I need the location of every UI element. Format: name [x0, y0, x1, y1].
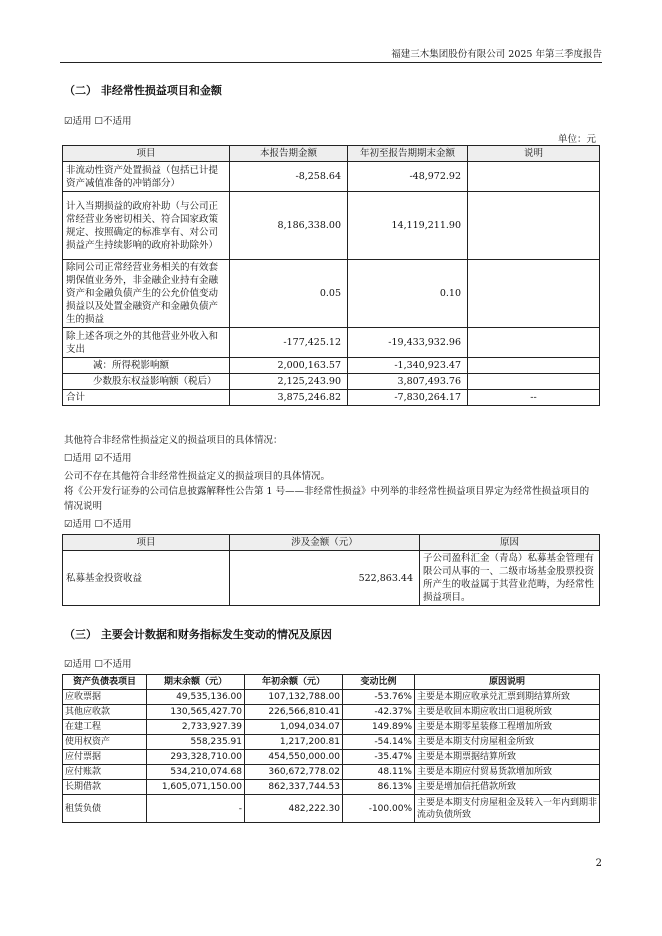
- column-header: 项目: [63, 535, 230, 551]
- column-header: 原因说明: [415, 675, 600, 690]
- table-row: [63, 750, 600, 765]
- table-header-row: [63, 675, 600, 690]
- begin-balance: 862,337,744.53: [245, 780, 343, 795]
- column-header: 原因: [420, 535, 600, 551]
- defined-items-text: 将《公开发行证券的公司信息披露解释性公告第 1 号——非经常性损益》中列举的非经常性损益项目界定为经常性损益项目的情况说明: [64, 486, 590, 512]
- reason: 主要是本期支付房屋租金及转入一年内到期非流动负债所致: [415, 795, 600, 823]
- row-note: [468, 374, 600, 390]
- reason: 主要是本期票据结算所致: [415, 750, 600, 765]
- change-ratio: -53.76%: [343, 690, 415, 705]
- table-row: [63, 780, 600, 795]
- change-ratio: -100.00%: [343, 795, 415, 823]
- begin-balance: 454,550,000.00: [245, 750, 343, 765]
- column-header: 变动比例: [343, 675, 415, 690]
- change-ratio: 149.89%: [343, 720, 415, 735]
- current-period-amount: 2,000,163.57: [230, 358, 348, 374]
- begin-balance: 360,672,778.02: [245, 765, 343, 780]
- current-period-amount: -8,258.64: [230, 162, 348, 192]
- begin-balance: 482,222.30: [245, 795, 343, 823]
- page-number: 2: [595, 858, 602, 869]
- table-row: [63, 260, 600, 328]
- column-header: 本报告期金额: [230, 146, 348, 162]
- current-period-amount: 3,875,246.82: [230, 390, 348, 406]
- other-items-text: 公司不存在其他符合非经常性损益定义的损益项目的具体情况。: [64, 471, 331, 482]
- other-items-note: 其他符合非经常性损益定义的损益项目的具体情况：: [64, 435, 283, 446]
- item: 应收票据: [63, 690, 147, 705]
- amount: 522,863.44: [230, 551, 420, 606]
- row-note: --: [468, 390, 600, 406]
- column-header: 年初余额（元）: [245, 675, 343, 690]
- row-item: 除上述各项之外的其他营业外收入和支出: [63, 328, 230, 358]
- current-period-amount: 8,186,338.00: [230, 192, 348, 260]
- nonrecurring-table: [62, 145, 600, 406]
- table-row: [63, 705, 600, 720]
- end-balance: 293,328,710.00: [147, 750, 245, 765]
- item: 应付账款: [63, 765, 147, 780]
- recurring-defined-table: [62, 534, 600, 606]
- table-row: [63, 795, 600, 823]
- change-ratio: -42.37%: [343, 705, 415, 720]
- row-note: [468, 162, 600, 192]
- reason: 主要是本期应收承兑汇票到期结算所致: [415, 690, 600, 705]
- table-row: [63, 765, 600, 780]
- current-period-amount: 0.05: [230, 260, 348, 328]
- current-period-amount: -177,425.12: [230, 328, 348, 358]
- current-period-amount: 2,125,243.90: [230, 374, 348, 390]
- ytd-amount: 0.10: [348, 260, 468, 328]
- reason: 主要是本期零星装修工程增加所致: [415, 720, 600, 735]
- table-row: [63, 690, 600, 705]
- row-item: 非流动性资产处置损益（包括已计提资产减值准备的冲销部分）: [63, 162, 230, 192]
- other-applicable: ☐适用 ☑不适用: [64, 453, 132, 464]
- reason: 子公司盈科汇金（青岛）私募基金管理有限公司从事的一、二级市场基金股票投资所产生的收益属于其营业范畴，为经常性损益项目。: [420, 551, 600, 606]
- end-balance: 130,565,427.70: [147, 705, 245, 720]
- begin-balance: 226,566,810.41: [245, 705, 343, 720]
- balance-sheet-change-table: [62, 674, 600, 823]
- table-row: [63, 192, 600, 260]
- page-header: 福建三木集团股份有限公司 2025 年第三季度报告: [391, 49, 602, 60]
- column-header: 涉及金额（元）: [230, 535, 420, 551]
- table-header-row: [63, 146, 600, 162]
- table-row: [63, 551, 600, 606]
- reason: 主要是本期应付贸易货款增加所致: [415, 765, 600, 780]
- item: 应付票据: [63, 750, 147, 765]
- column-header: 说明: [468, 146, 600, 162]
- row-note: [468, 260, 600, 328]
- column-header: 期末余额（元）: [147, 675, 245, 690]
- row-item: 少数股东权益影响额（税后）: [63, 374, 230, 390]
- row-note: [468, 192, 600, 260]
- table-row: [63, 358, 600, 374]
- ytd-amount: -1,340,923.47: [348, 358, 468, 374]
- end-balance: 2,733,927.39: [147, 720, 245, 735]
- row-note: [468, 358, 600, 374]
- change-ratio: -35.47%: [343, 750, 415, 765]
- change-ratio: 86.13%: [343, 780, 415, 795]
- begin-balance: 107,132,788.00: [245, 690, 343, 705]
- change-ratio: 48.11%: [343, 765, 415, 780]
- end-balance: 558,235.91: [147, 735, 245, 750]
- item: 其他应收款: [63, 705, 147, 720]
- item: 在建工程: [63, 720, 147, 735]
- row-item: 私募基金投资收益: [63, 551, 230, 606]
- section3-applicable: ☑适用 ☐不适用: [64, 659, 132, 670]
- reason: 主要是本期支付房屋租金所致: [415, 735, 600, 750]
- end-balance: 49,535,136.00: [147, 690, 245, 705]
- section2-heading: （二） 非经常性损益项目和金额: [64, 84, 222, 97]
- row-note: [468, 328, 600, 358]
- table-row: [63, 735, 600, 750]
- row-item: 合计: [63, 390, 230, 406]
- begin-balance: 1,217,200.81: [245, 735, 343, 750]
- section2-applicable: ☑适用 ☐不适用: [64, 116, 132, 127]
- reason: 主要是增加信托借款所致: [415, 780, 600, 795]
- table-row: [63, 374, 600, 390]
- unit-label: 单位：元: [557, 134, 596, 145]
- ytd-amount: -7,830,264.17: [348, 390, 468, 406]
- section3-heading: （三） 主要会计数据和财务指标发生变动的情况及原因: [64, 628, 332, 641]
- reason: 主要是收回本期应收出口退税所致: [415, 705, 600, 720]
- defined-applicable: ☑适用 ☐不适用: [64, 519, 132, 530]
- column-header: 项目: [63, 146, 230, 162]
- ytd-amount: -19,433,932.96: [348, 328, 468, 358]
- table-row: [63, 720, 600, 735]
- column-header: 资产负债表项目: [63, 675, 147, 690]
- item: 租赁负债: [63, 795, 147, 823]
- ytd-amount: 14,119,211.90: [348, 192, 468, 260]
- change-ratio: -54.14%: [343, 735, 415, 750]
- ytd-amount: 3,807,493.76: [348, 374, 468, 390]
- table-row: [63, 328, 600, 358]
- row-item: 计入当期损益的政府补助（与公司正常经营业务密切相关、符合国家政策规定、按照确定的标准享有、对公司损益产生持续影响的政府补助除外）: [63, 192, 230, 260]
- ytd-amount: -48,972.92: [348, 162, 468, 192]
- row-item: 除同公司正常经营业务相关的有效套期保值业务外，非金融企业持有金融资产和金融负债产生的公允价值变动损益以及处置金融资产和金融负债产生的损益: [63, 260, 230, 328]
- end-balance: 1,605,071,150.00: [147, 780, 245, 795]
- table-row: [63, 162, 600, 192]
- item: 长期借款: [63, 780, 147, 795]
- column-header: 年初至报告期期末金额: [348, 146, 468, 162]
- end-balance: -: [147, 795, 245, 823]
- end-balance: 534,210,074.68: [147, 765, 245, 780]
- item: 使用权资产: [63, 735, 147, 750]
- table-header-row: [63, 535, 600, 551]
- table-total-row: [63, 390, 600, 406]
- header-divider: [60, 62, 602, 63]
- row-item: 减：所得税影响额: [63, 358, 230, 374]
- begin-balance: 1,094,034.07: [245, 720, 343, 735]
